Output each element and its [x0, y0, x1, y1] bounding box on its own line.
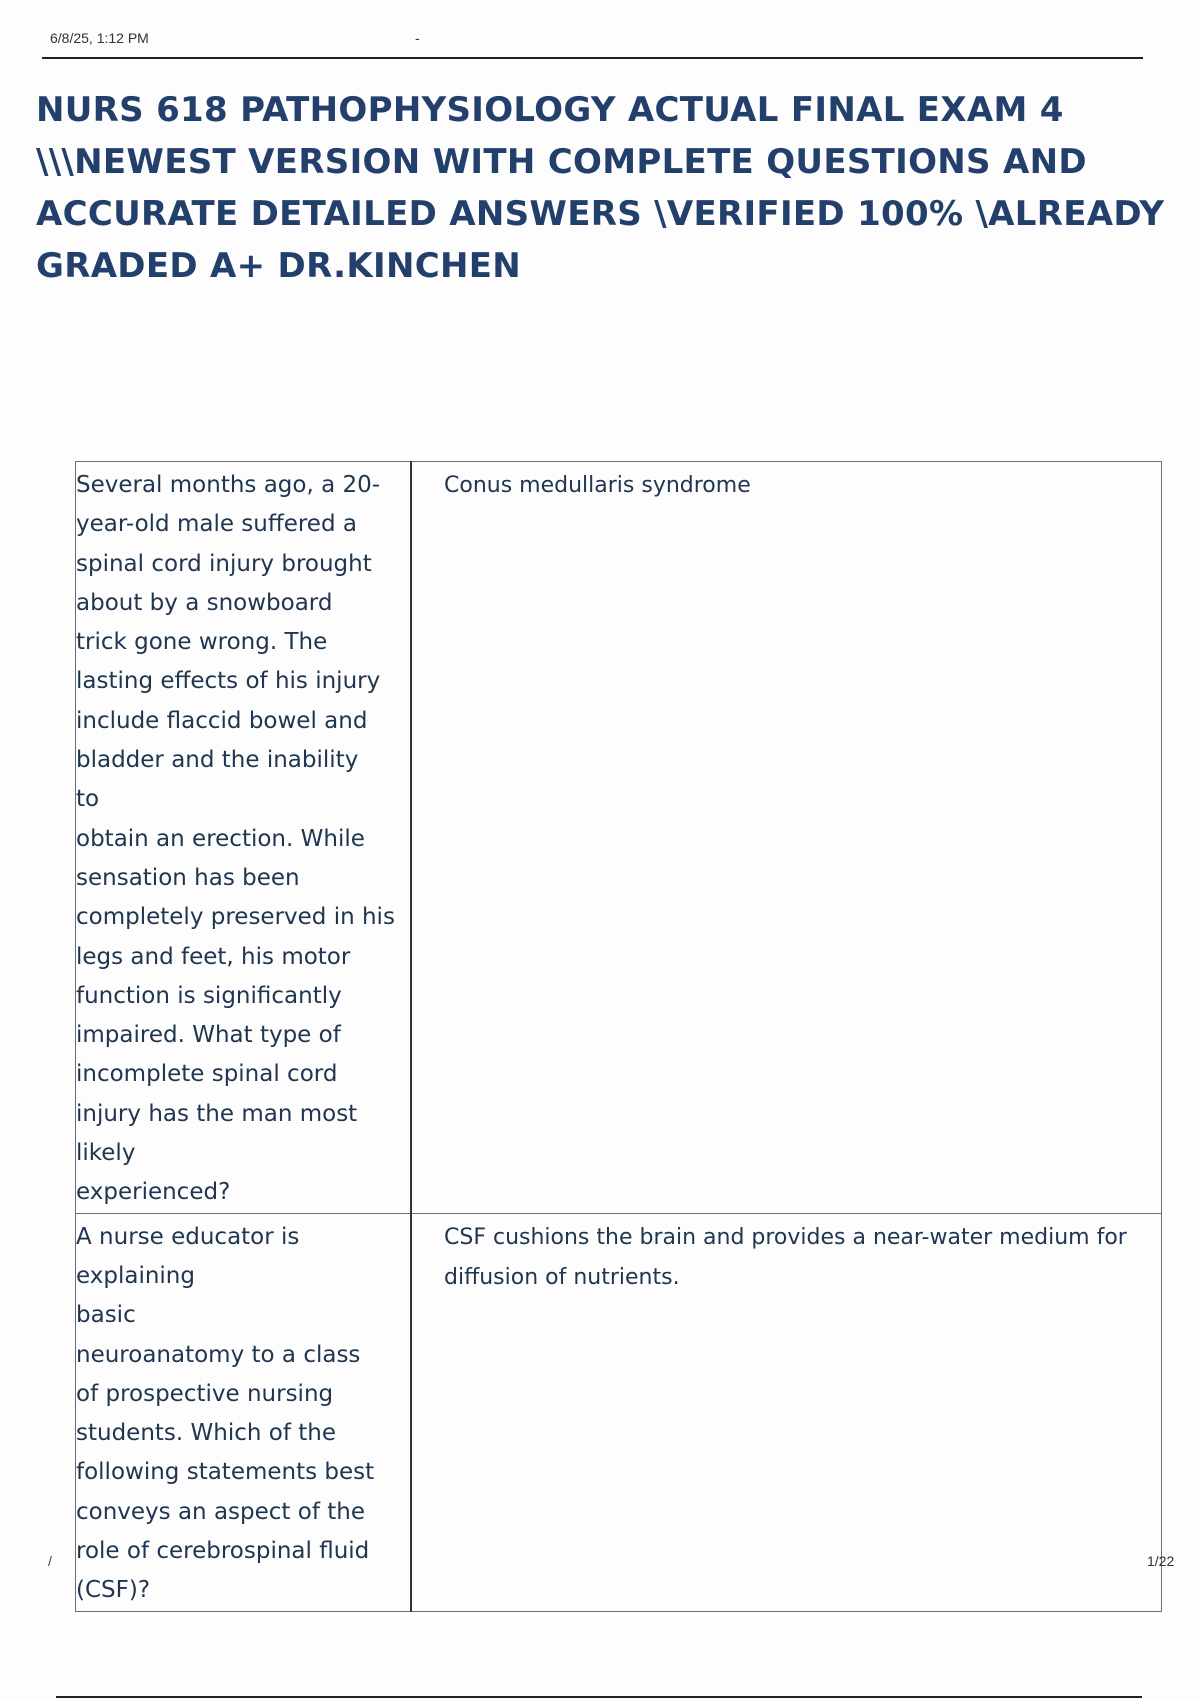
- print-header-mark: -: [415, 30, 420, 46]
- print-datetime: 6/8/25, 1:12 PM: [50, 30, 149, 46]
- question-cell: [76, 462, 412, 1214]
- answer-text: CSF cushions the brain and provides a near-water medium for diffusion of nutrients.: [444, 1224, 1127, 1290]
- question-text: Several months ago, a 20- year-old male suffered a spinal cord injury brought about by a snowboard trick gone wrong. The lasting effects of his injury include flaccid bowel and bladder and the inability to obtain an erection. While sensation has been completely preserved in his legs and feet, his motor function is significantly impaired. What type of incomplete spinal cord injury has the man most likely experienced?: [76, 472, 395, 1206]
- question-text: A nurse educator is explaining basic neuroanatomy to a class of prospective nursing students. Which of the following statements best conveys an aspect of the role of cerebrospinal fluid (CSF)?: [76, 1223, 375, 1604]
- question-cell: [76, 1213, 412, 1611]
- answer-text: Conus medullaris syndrome: [444, 473, 751, 498]
- document-title: NURS 618 PATHOPHYSIOLOGY ACTUAL FINAL EXAM 4 \\\NEWEST VERSION WITH COMPLETE QUESTIONS AND ACCURATE DETAILED ANSWERS \VERIFIED 100% \ALREADY GRADED A+ DR.KINCHEN: [36, 90, 1165, 286]
- footer-mark: /: [48, 1553, 52, 1569]
- qa-table: [75, 461, 1162, 1612]
- answer-cell: [411, 1213, 1162, 1611]
- footer-divider: [56, 1696, 1142, 1698]
- page-indicator: 1/22: [1147, 1553, 1175, 1569]
- table-row: [76, 462, 1162, 1214]
- header-divider: [42, 57, 1143, 59]
- answer-cell: [411, 462, 1162, 1214]
- table-row: [76, 1213, 1162, 1611]
